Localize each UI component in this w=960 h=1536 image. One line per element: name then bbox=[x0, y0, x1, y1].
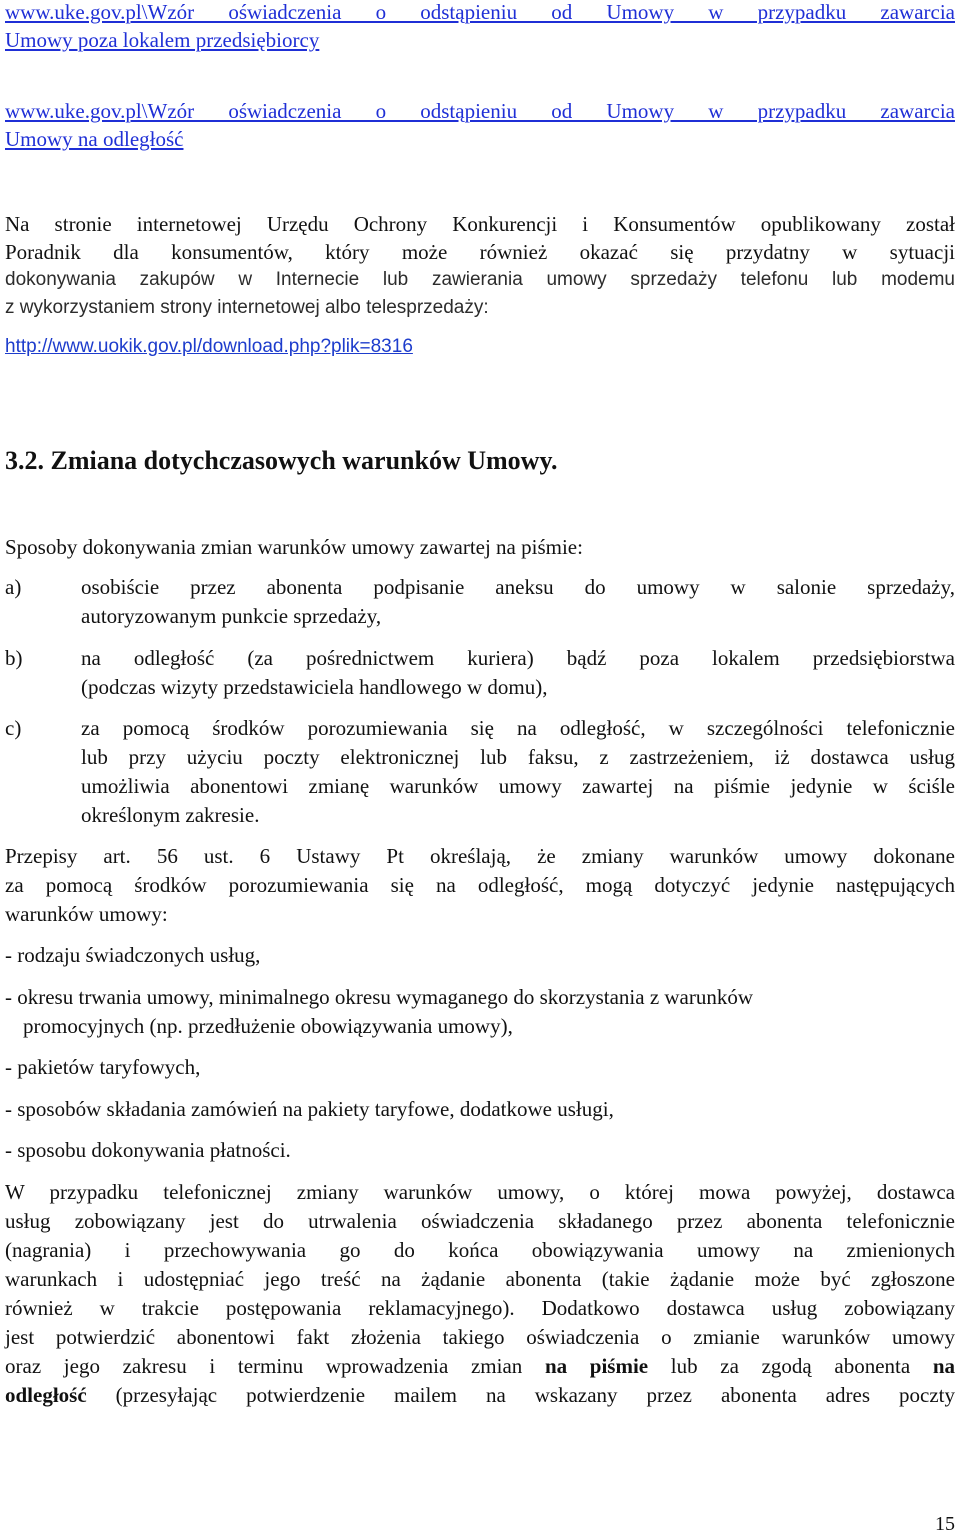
link-line[interactable]: www.uke.gov.pl\Wzór oświadczenia o odstąpieniu od Umowy w przypadku zawarcia bbox=[5, 0, 955, 24]
paragraph-line: Na stronie internetowej Urzędu Ochrony Konkurencji i Konsumentów opublikowany został bbox=[5, 212, 955, 236]
paragraph-line: warunkach i udostępniać jego treść na żądanie abonenta (takie żądanie może być zgłoszone bbox=[5, 1267, 955, 1291]
list-item-line: (podczas wizyty przedstawiciela handlowego w domu), bbox=[81, 675, 548, 699]
bold-text: na piśmie bbox=[544, 1354, 649, 1378]
uke-link-withdrawal-distance[interactable] bbox=[5, 97, 955, 153]
uke-link-withdrawal-off-premises[interactable] bbox=[5, 0, 955, 54]
bold-text: odległość bbox=[5, 1383, 87, 1407]
paragraph-line: za pomocą środków porozumiewania się na odległość, mogą dotyczyć jedynie następujących bbox=[5, 873, 955, 897]
list-item-line: za pomocą środków porozumiewania się na odległość, w szczególności telefonicznie bbox=[81, 716, 955, 740]
list-marker: b) bbox=[5, 646, 23, 670]
dash-item-tariff-packages: - pakietów taryfowych, bbox=[5, 1055, 201, 1079]
list-item-line: określonym zakresie. bbox=[81, 803, 260, 827]
paragraph-line: z wykorzystaniem strony internetowej albo telesprzedaży: bbox=[5, 297, 489, 318]
list-item-line: autoryzowanym punkcie sprzedaży, bbox=[81, 604, 382, 628]
dash-item-services: - rodzaju świadczonych usług, bbox=[5, 943, 261, 967]
provisions-paragraph bbox=[5, 842, 955, 929]
dash-item-payments: - sposobu dokonywania płatności. bbox=[5, 1138, 291, 1162]
list-item-line: osobiście przez abonenta podpisanie aneksu do umowy w salonie sprzedaży, bbox=[81, 575, 955, 599]
final-paragraph bbox=[5, 1178, 955, 1410]
list-marker: a) bbox=[5, 575, 22, 599]
bold-text: na bbox=[932, 1354, 956, 1378]
dash-item-orders: - sposobów składania zamówień na pakiety taryfowe, dodatkowe usługi, bbox=[5, 1097, 614, 1121]
paragraph-line: W przypadku telefonicznej zmiany warunków umowy, o której mowa powyżej, dostawca bbox=[5, 1180, 955, 1204]
link-line[interactable]: Umowy poza lokalem przedsiębiorcy bbox=[5, 28, 320, 52]
paragraph-line: Przepisy art. 56 ust. 6 Ustawy Pt określają, że zmiany warunków umowy dokonane bbox=[5, 844, 955, 868]
paragraph-line bbox=[5, 1381, 955, 1410]
paragraph-line: warunków umowy: bbox=[5, 902, 168, 926]
uokik-guide-paragraph bbox=[5, 210, 955, 322]
text-run: oraz jego zakresu i terminu wprowadzenia zmian bbox=[5, 1354, 523, 1378]
list-marker: c) bbox=[5, 716, 22, 740]
paragraph-line: również w trakcie postępowania reklamacyjnego). Dodatkowo dostawca usług zobowiązany bbox=[5, 1296, 955, 1320]
dash-item-line: promocyjnych (np. przedłużenie obowiązywania umowy), bbox=[23, 1014, 513, 1038]
dash-item-line: - okresu trwania umowy, minimalnego okresu wymaganego do skorzystania z warunków bbox=[5, 985, 754, 1009]
text-run: lub za zgodą abonenta bbox=[670, 1354, 911, 1378]
paragraph-line: usług zobowiązany jest do utrwalenia oświadczenia składanego przez abonenta telefonicznie bbox=[5, 1209, 955, 1233]
link-line[interactable]: www.uke.gov.pl\Wzór oświadczenia o odstąpieniu od Umowy w przypadku zawarcia bbox=[5, 99, 955, 123]
section-lead: Sposoby dokonywania zmian warunków umowy zawartej na piśmie: bbox=[5, 535, 583, 559]
paragraph-line: Poradnik dla konsumentów, który może również okazać się przydatny w sytuacji bbox=[5, 240, 955, 264]
paragraph-line bbox=[5, 1352, 955, 1381]
paragraph-line: jest potwierdzić abonentowi fakt złożenia takiego oświadczenia o zmianie warunków umowy bbox=[5, 1325, 955, 1349]
dash-item-contract-period bbox=[5, 983, 955, 1041]
uokik-download-link[interactable]: http://www.uokik.gov.pl/download.php?plik=8316 bbox=[5, 336, 413, 357]
section-heading: 3.2. Zmiana dotychczasowych warunków Umowy. bbox=[5, 446, 558, 475]
paragraph-line: dokonywania zakupów w Internecie lub zawierania umowy sprzedaży telefonu lub modemu bbox=[5, 269, 955, 290]
text-run: (przesyłając potwierdzenie mailem na wskazany przez abonenta adres poczty bbox=[115, 1383, 956, 1407]
paragraph-line: (nagrania) i przechowywania go do końca obowiązywania umowy na zmienionych bbox=[5, 1238, 955, 1262]
list-item-line: umożliwia abonentowi zmianę warunków umowy zawartej na piśmie jedynie w ściśle bbox=[81, 774, 955, 798]
list-item-line: na odległość (za pośrednictwem kuriera) bądź poza lokalem przedsiębiorstwa bbox=[81, 646, 955, 670]
list-item-line: lub przy użyciu poczty elektronicznej lub faksu, z zastrzeżeniem, iż dostawca usług bbox=[81, 745, 955, 769]
link-line[interactable]: Umowy na odległość bbox=[5, 127, 184, 151]
page-number: 15 bbox=[935, 1513, 955, 1535]
